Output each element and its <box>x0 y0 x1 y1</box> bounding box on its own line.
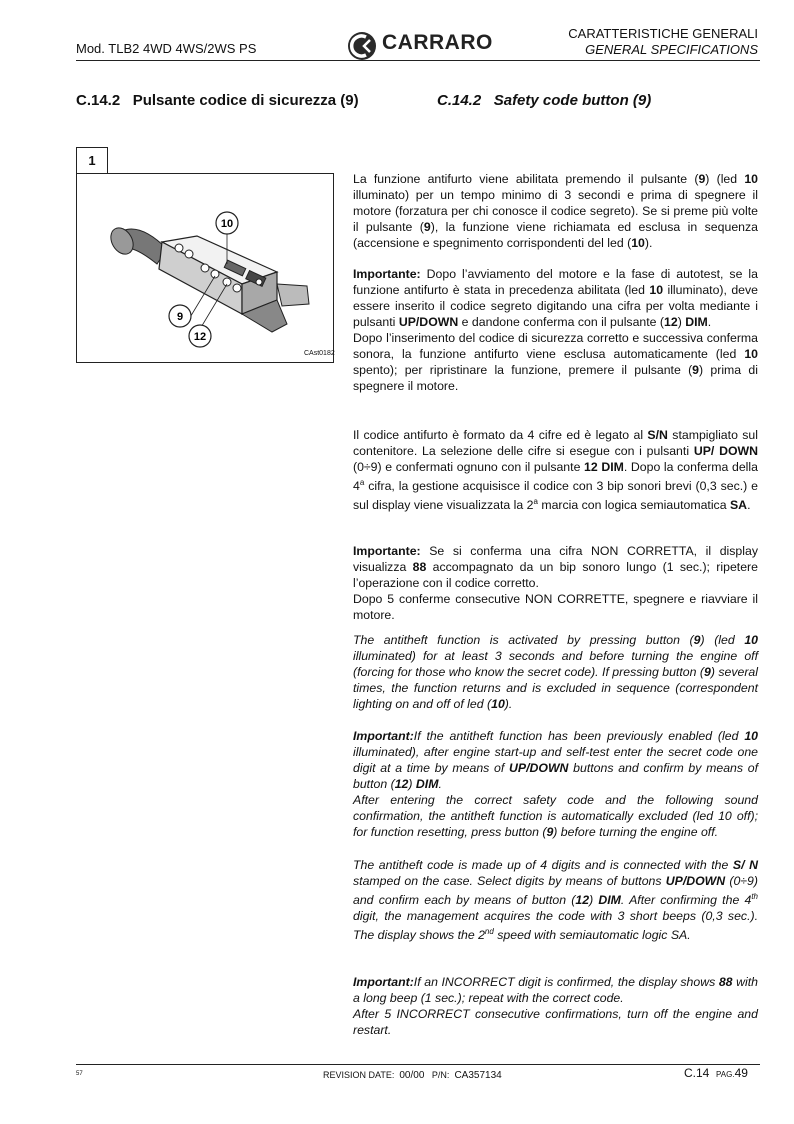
paragraph-en-3: The antitheft code is made up of 4 digits and is connected with the S/ N stamped on the case. Select digits by means of buttons UP/DOWN (0÷9) and confirm each by means of button (12) DIM. After confirming the 4th digit, the management acquires the code with 3 short beeps (0,3 sec.). The display shows the 2nd speed with semiautomatic logic SA. <box>353 858 758 943</box>
paragraph-en-2: Important:If the antitheft function has been previously enabled (led 10 illuminated), after engine start-up and self-test enter the secret code one digit at a time by means of UP/DOWN buttons and confirm by means of button (12) DIM. After entering the correct safety code and the following sound confirmation, the antitheft function is automatically excluded (led 10 off); for function resetting, press button (9) before turning the engine off. <box>353 729 759 839</box>
model-label: Mod. TLB2 4WD 4WS/2WS PS <box>76 41 257 56</box>
figure-frame <box>76 173 334 363</box>
paragraph-en-4: Important:If an INCORRECT digit is confirmed, the display shows 88 with a long beep (1 sec.); repeat with the correct code. After 5 INCORRECT consecutive confirmations, turn off the engine and restart. <box>353 975 758 1037</box>
heading-it-text: Pulsante codice di sicurezza (9) <box>132 92 359 109</box>
page-num: 49 <box>734 1066 748 1080</box>
heading-en <box>437 92 651 109</box>
header-rule <box>76 60 760 61</box>
paragraph-it-4: Importante: Se si conferma una cifra NON CORRETTA, il display visualizza 88 accompagnato da un bip sonoro lungo (1 sec.); ripetere l’operazione con il codice corretto. Dopo 5 conferme consecutive NON CORRETTE, spegnere e riavviare il motore. <box>353 544 758 622</box>
paragraph-it-3: Il codice antifurto è formato da 4 cifre ed è legato al S/N stampigliato sul contenitore. La selezione delle cifre si esegue con i pulsanti UP/ DOWN (0÷9) e confermati ognuno con il pulsante 12 DIM. Dopo la conferma della 4$^a$ cifra, la gestione acquisisce il codice con 3 bip sonori brevi (0,3 sec.) e sul display viene visualizzata la 2$^a$ marcia con logica semiautomatica SA. <box>353 428 758 513</box>
revision-info <box>323 1070 502 1081</box>
paragraph-en-1: The antitheft function is activated by pressing button (9) (led 10 illuminated) for at least 3 seconds and before turning the engine off (forcing for those who know the secret code). If pressing button (9) several times, the function returns and is excluded in sequence (correspondent lighting on and off of led (10). <box>353 633 758 711</box>
heading-it <box>76 92 359 109</box>
pn-value: CA357134 <box>454 1070 502 1081</box>
page-section: C.14 <box>684 1066 710 1080</box>
section-title-it: CARATTERISTICHE GENERALI <box>568 26 758 41</box>
callout-10: 10 <box>220 218 234 230</box>
figure-code: CAst0182 <box>304 350 335 357</box>
callout-12: 12 <box>193 331 207 343</box>
paragraph-it-1: La funzione antifurto viene abilitata premendo il pulsante (9) (led 10 illuminato) per un tempo minimo di 3 secondi e prima di spegnere il motore (forzatura per chi conosce il codice segreto). Se si preme più volte il pulsante (9), la funzione viene richiamata ed esclusa in sequenza (accensione e spegnimento corrispondenti del led (10). <box>353 172 758 250</box>
brand-name: CARRARO <box>382 31 493 54</box>
revision-label: REVISION DATE: <box>323 1070 395 1080</box>
page-label: PAG. <box>716 1070 735 1079</box>
footer-rule <box>76 1064 760 1065</box>
heading-en-number: C.14.2 <box>437 92 482 109</box>
control-lever-illustration <box>77 174 333 362</box>
section-title-en: GENERAL SPECIFICATIONS <box>585 42 758 57</box>
callout-9: 9 <box>176 311 184 323</box>
pn-label: P/N: <box>431 1070 450 1080</box>
figure-number: 1 <box>76 147 108 173</box>
page-number <box>684 1066 748 1080</box>
heading-it-number: C.14.2 <box>76 92 121 109</box>
heading-en-text: Safety code button (9) <box>493 92 652 109</box>
footer-code: 57 <box>76 1071 83 1077</box>
revision-value: 00/00 <box>399 1070 425 1081</box>
paragraph-it-2: Importante: Dopo l’avviamento del motore e la fase di autotest, se la funzione antifurto è stata in precedenza abilitata (led 10 illuminato), deve essere inserito il codice segreto digitando una cifra per volta mediante i pulsanti UP/DOWN e dandone conferma con il pulsante (12) DIM. Dopo l’inserimento del codice di sicurezza corretto e successiva conferma sonora, la funzione antifurto viene esclusa automaticamente (led 10 spento); per ripristinare la funzione, premere il pulsante (9) prima di spegnere il motore. <box>353 267 758 393</box>
